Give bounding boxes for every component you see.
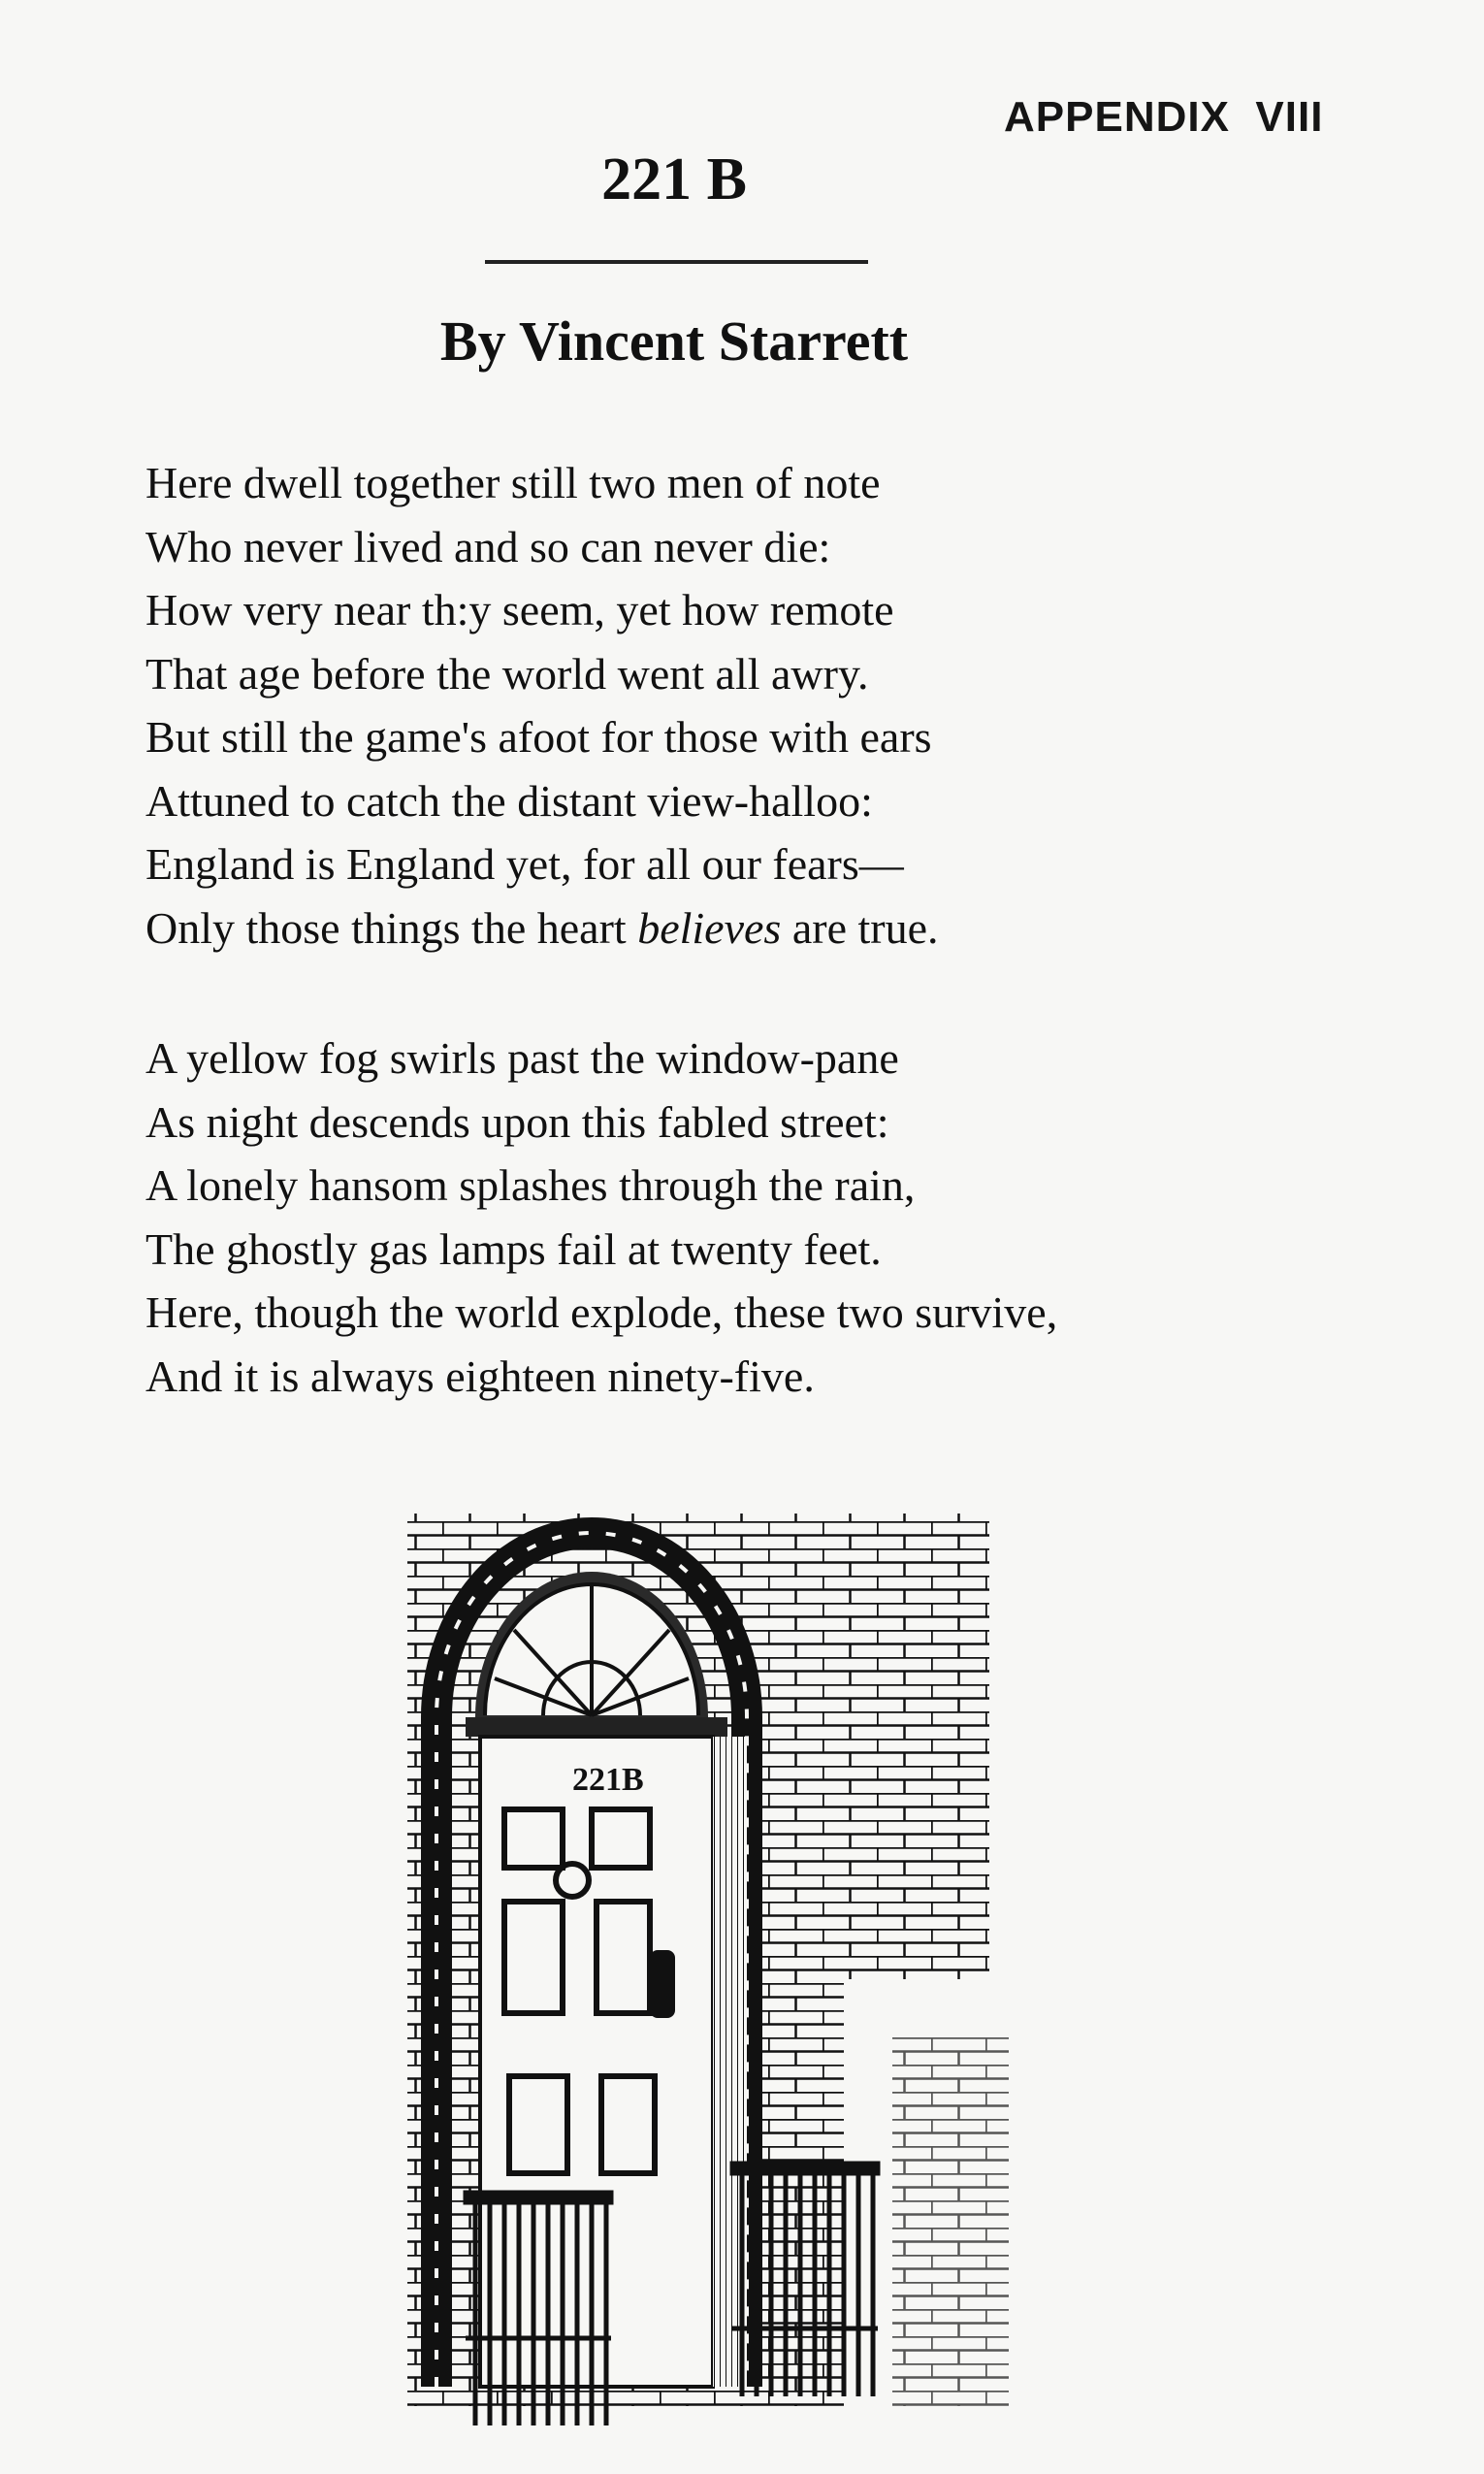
poem-line-part: are true. — [781, 902, 939, 953]
poem-line: Who never lived and so can never die: — [145, 521, 831, 571]
stanza-2 — [145, 1026, 1057, 1408]
poem-line: That age before the world went all awry. — [145, 648, 869, 699]
poem-line-italic: believes — [637, 902, 782, 953]
door-number: 221B — [572, 1762, 644, 1798]
poem-line: Attuned to catch the distant view-halloo: — [145, 775, 873, 826]
poem-line — [145, 896, 939, 960]
poem-byline: By Vincent Starrett — [439, 309, 909, 373]
poem-line: A lonely hansom splashes through the rain, — [145, 1160, 916, 1210]
letter-box — [650, 1950, 675, 2018]
poem-title: 221 B — [601, 146, 747, 212]
stanza-1 — [145, 451, 939, 960]
poem-line: Here, though the world explode, these two survive, — [145, 1287, 1058, 1337]
poem-line: The ghostly gas lamps fail at twenty feet. — [145, 1223, 882, 1274]
poem-line: But still the game's afoot for those with ears — [145, 712, 932, 762]
poem-line: How very near th:y seem, yet how remote — [145, 585, 894, 635]
title-divider — [485, 260, 868, 264]
poem-line: A yellow fog swirls past the window-pane — [145, 1033, 899, 1083]
poem-line: Here dwell together still two men of note — [145, 458, 881, 507]
poem-line: And it is always eighteen ninety-five. — [145, 1351, 815, 1401]
appendix-heading: APPENDIX VIII — [1004, 93, 1324, 141]
poem-line: As night descends upon this fabled street: — [145, 1096, 889, 1147]
poem-line-part: Only those things the heart — [145, 902, 638, 953]
doorway-illustration — [388, 1494, 1009, 2445]
poem-line: England is England yet, for all our fears— — [145, 839, 904, 889]
